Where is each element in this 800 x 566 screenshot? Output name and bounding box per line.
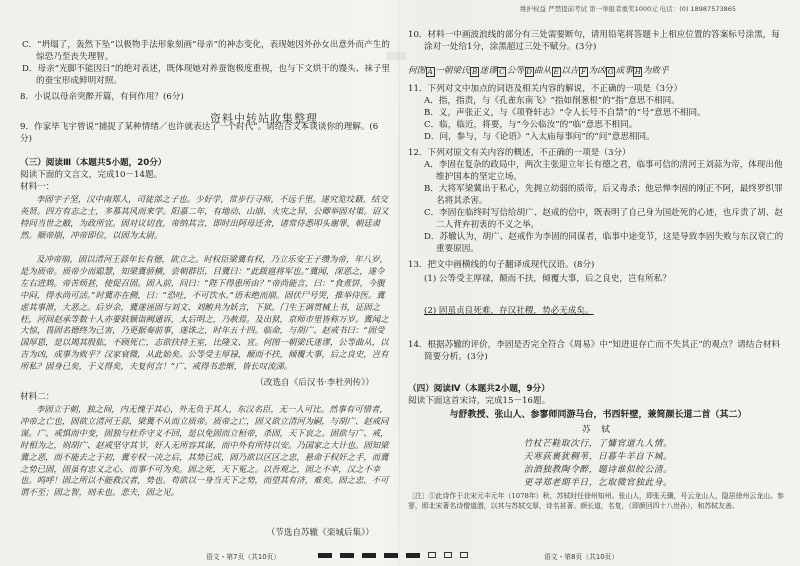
question-8: 8．小说以母亲突醉开篇，有何作用？(6分) (20, 92, 184, 102)
q12-option-c: C．李固在临终时写信给胡广、赵戒的信中，既表明了自己身为国赴死的心迹，也斥责了胡、赵二人背弃初衷的不义之举。 (424, 208, 783, 230)
source-1: （改选自《后汉书·李杜列传》） (255, 378, 374, 388)
mark (406, 553, 420, 558)
q12-option-d: D．苏辙认为，胡广、赵戒作为李固的同谋者，临事中途变节，这是导致李固失败与东汉衰亡的重要原因。 (424, 232, 784, 254)
q12-option-b: B．大将军梁冀出于私心，先拥立幼弱的质帝，后又毒杀；他忌惮李固的刚正不阿，最终罗织罪名将其杀害。 (424, 184, 783, 206)
q10-segment: 迷谬 (479, 66, 497, 76)
poem-body (408, 438, 788, 490)
q10-segment: 一朝梁氏 (435, 66, 470, 76)
mark (340, 553, 354, 558)
watermark: 资料中转站收集整理 (210, 112, 318, 125)
alignment-marks (318, 552, 468, 558)
source-2: （节选自苏辙《栾城后集》） (266, 528, 374, 538)
page-fold (398, 0, 400, 566)
q12-option-a: A．李固在复杂的政局中，两次主张迎立年长有德之君，临事可信的清河王刘蒜为帝，体现出他维护国本的坚定立场。 (424, 160, 783, 182)
mark (444, 552, 452, 558)
q10-segment: 曲从 (534, 66, 552, 76)
section-4-title: （四）阅读Ⅳ（本题共2小题，9分） (408, 384, 550, 394)
question-10-sentence (408, 66, 788, 78)
poem-title: 与舒教授、张山人、参寥师同游马台，书西轩壁，兼简颜长道二首（其二） (449, 410, 747, 420)
q13-sentence-1: (1) 公等受主厚禄，颠而不扶，倾覆大事，后之良史，岂有所私？ (424, 274, 671, 284)
left-page-number: 语文・第7页（共10页） (206, 553, 281, 561)
q11-option-a: A．指，指责，与《孔雀东南飞》“指如削葱根”的“指”意思不相同。 (424, 96, 680, 106)
q11-option-d: D．问，参与，与《论语》“入太庙每事问”的“问”意思相同。 (424, 132, 655, 142)
option-d: D．母亲“光脚不能因日”的绝对表述，既体现她对养蚕饱极度重视，也与下文烘干的馒头、袜子里的蚕宝形成鲜明对照。 (22, 64, 391, 86)
page-header: 维护权益 严禁提前考试 第一举报者重奖1000元 电话：(0) 18987573865 (520, 5, 737, 13)
q10-segment: 为败乎 (642, 66, 669, 76)
q10-box-f: F (579, 67, 588, 77)
q10-box-h: H (634, 68, 641, 76)
q13-sentence-2: (2) 固虽贞良死难，存汉社稷，势必无成矣。 (424, 306, 594, 316)
question-12: 12．下列对原文有关内容的概述，不正确的一项是（3分） (408, 148, 631, 158)
q10-segment: 为凶 (588, 66, 606, 76)
poem-line: 更寻郑老期半日，乞取微官独此身。 (523, 478, 673, 488)
poem-line: 治酒独教陶令醉，题诗谁似皎公清。 (523, 465, 673, 475)
section-3-title: （三）阅读Ⅲ（本题共5小题，20分） (20, 158, 167, 168)
mark (384, 553, 398, 558)
question-14: 14．根据苏辙的评价，李固是否完全符合《周易》中“知进退存亡而不失其正”的观点？请结合材料简要分析。(3分) (408, 340, 781, 362)
material-2-para: 李固立于朝，独之间，内无愧于其心，外无负于其人，东汉名臣，无一人可比。然事有可惜者，冲帝之亡也，固欲立清河王蒜，梁冀不从而立质帝。质帝之亡，固又欲立清河为嗣，与胡广、赵戒同谋。广、戒惧而中变，固独与杜乔守义不回，是以免固而立桓帝，杀固，天下哀之。固欲与广、戒，时相为之，则胡广、赵戒坚守其节，奸人无所容其谋，而中外有所恃以安。乃国家之大计也。固知梁冀之恶，而不能去之于初，冀专权一决之后，其势已成，固乃欲以区区之忠，悬命于权奸之手，而冀之势已固，固虽有忠义之心，而事不可为矣。固之死，天下冤之。以吾观之，固之不幸，汉之不幸也。呜呼！固之所以不能救汉者，势也。苟欲以一身当天下之势，而望其有济，难矣。固之忠，不可谓不至；固之智，则未也。悲夫，固之见。 (20, 404, 389, 498)
material-1-para-1: 李固字子坚，汉中南郑人，司徒郃之子也。少好学，常步行寻师，不远千里。遂究览坟籍，结交英贤。四方有志之士，多慕其风而来学。阳嘉二年，有地动、山崩、火灾之异，公卿举固对策。诏又特问当世之敝，为政所宜。固对议切直，帝纳其言，即时出阿母还舍，诸常侍悉叩头谢罪，朝廷肃然。顺帝崩，冲帝即位，以固为太尉。 (20, 194, 389, 240)
q10-segments (425, 66, 668, 76)
q11-option-c: C．临，临近，将要，与“今公临汝”的“临”意思不相同。 (424, 120, 638, 130)
q10-box-b: B (472, 68, 478, 76)
poem-author: 苏 轼 (582, 425, 614, 435)
q10-segment: 成事 (615, 66, 633, 76)
material-1-para-2: 及冲帝崩，固以清河王蒜年长有德，欲立之。时权臣梁冀有权，乃立乐安王子缵为帝，年八岁，是为质帝。质帝少而聪慧，知梁冀骄横，尝朝群臣，目冀曰：“此跋扈将军也。”冀闻，深恶之，遂令左右进鸩。帝苦烦甚，使促召固。固入前，问曰：“陛下得患所由？”帝尚能言，曰：“食煮饼，今腹中闷，得水尚可活。”时冀亦在侧，曰：“恐吐，不可饮水。”语未绝而崩。固伏尸号哭，推举侍医。冀虑其事泄，大恶之。后岁余，冀遂诬固与刘文、刘鲔共为妖言，下狱。门生王调贯械上书，证固之枉，河间赵承等数十人亦要鈇锧诣阙通诉，太后明之，乃赦焉。及出狱，京师市里皆称万岁。冀闻之大惊，畏固名德终为己害，乃更据奏前事，遂诛之，时年五十四。临命，与胡广、赵戒书曰：“固受国厚恩，是以竭其股肱，不顾死亡，志欲扶持王室，比隆文、宣。何图一朝梁氏迷谬，公等曲从，以吉为凶，成事为败乎？汉家衰微，从此始矣。公等受主厚禄，颠而不扶，倾覆大事，后之良史，岂有所私？固身已矣，于义得矣，夫复何言！”广、戒得书悲惭，皆长叹流涕。 (20, 254, 389, 372)
poem-line: 天寒荻裹犹稠苇，日暮牛羊自下城。 (523, 452, 673, 462)
section-4-intro: 阅读下面这首宋诗，完成15－16题。 (408, 396, 551, 406)
q10-segment: 公等 (506, 66, 524, 76)
q10-box-e: E (553, 68, 559, 76)
option-c: C．“坍塌了，轰然下坠”以极物手法形象刻画“母亲”的神态变化，表现她因外孙女出意外而产生的惊恐乃至丧失理智。 (22, 40, 390, 62)
poem-line: 竹杖芒鞋取次行，了慵官道九人情。 (523, 439, 673, 449)
q10-segment: 以吉 (561, 66, 579, 76)
mark (460, 552, 468, 558)
question-11: 11．下列对文中加点的词语及相关内容的解说，不正确的一项是（3分） (408, 84, 683, 94)
mark (362, 553, 376, 558)
q11-option-b: B．义，声张正义，与《项脊轩志》“令人长号不自禁”的“号”意思不相同。 (424, 108, 706, 118)
mark (428, 552, 436, 558)
q10-box-d: D (526, 68, 532, 76)
question-10: 10．材料一中画波浪线的部分有三处需要断句，请用铅笔将答题卡上相应位置的答案标号涂黑，每涂对一处给1分，涂黑超过三处不赋分。(3分) (408, 30, 780, 52)
q10-prefix: 何图 (408, 66, 426, 76)
material-2-label: 材料二： (20, 392, 55, 402)
poem-annotation: 〔注〕①此诗作于北宋元丰元年（1078年）秋，苏轼时任徐州知州。张山人，即张天骥，号云龙山人，隐居徐州云龙山。参寥，即北宋著名诗僧道潜，以其与苏轼交厚，诗名甚著。颜长道，名复，（即颜回四十八世孙），和苏轼友善。 (408, 492, 784, 510)
q10-box-a: A (427, 68, 433, 76)
right-page (408, 0, 788, 566)
q10-box-g: G (607, 68, 614, 76)
material-1-label: 材料一： (20, 182, 55, 192)
section-3-intro: 阅读下面的文言文，完成10－14题。 (20, 170, 163, 180)
question-13: 13．把文中画横线的句子翻译成现代汉语。(8分) (408, 260, 595, 270)
question-9: 9．作家毕飞宇曾说“捕捉了某种情绪／也许就表达了一个时代”。请结合文本谈谈你的理解。(6分) (20, 122, 379, 144)
mark (318, 553, 332, 558)
q10-box-c: C (499, 68, 505, 76)
right-page-number: 语文・第8页（共10页） (544, 553, 619, 561)
left-page (20, 0, 392, 566)
